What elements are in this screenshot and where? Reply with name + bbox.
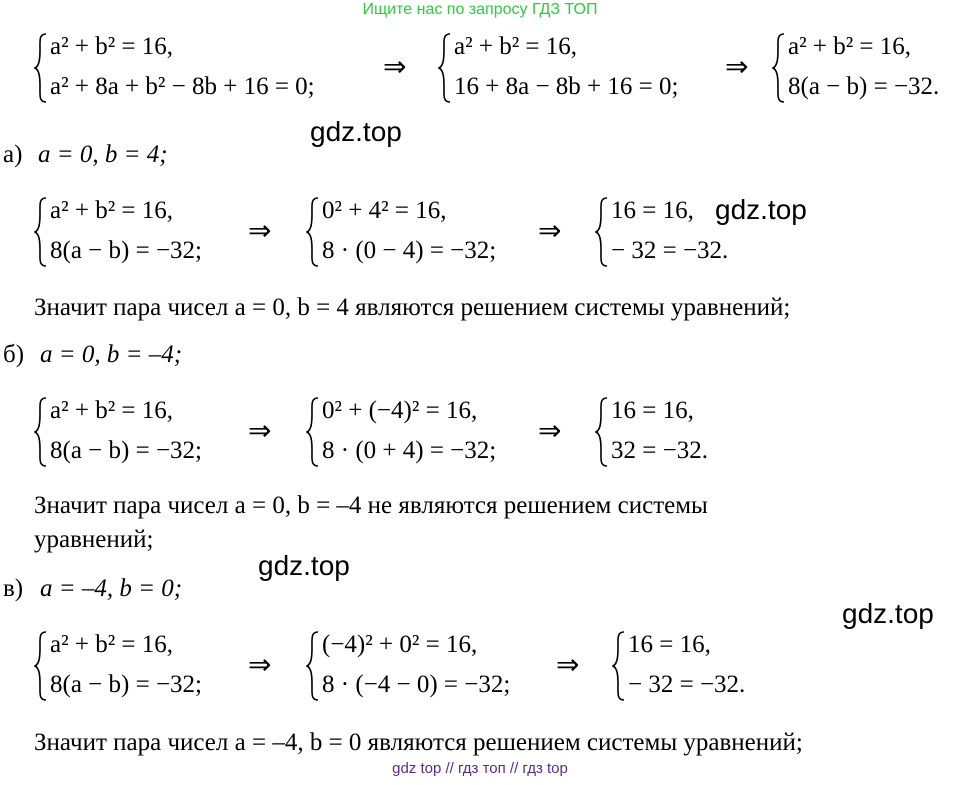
part-b-conclusion-line-2: уравнений; bbox=[34, 526, 154, 553]
implies-arrow: ⇒ bbox=[725, 50, 749, 83]
part-b-system-2 bbox=[306, 394, 526, 468]
brace-icon bbox=[595, 396, 609, 468]
equation-line: 8 · (0 − 4) = −32; bbox=[322, 237, 497, 264]
part-a-system-2 bbox=[306, 194, 526, 268]
initial-system-3 bbox=[772, 30, 957, 104]
part-a-system-1 bbox=[34, 194, 234, 268]
part-b-conclusion-line-1: Значит пара чисел a = 0, b = –4 не являются решением системы bbox=[34, 492, 708, 519]
implies-arrow: ⇒ bbox=[556, 648, 580, 681]
part-a-condition: a = 0, b = 4; bbox=[38, 141, 168, 168]
equation-line: − 32 = −32. bbox=[628, 671, 746, 698]
part-c-system-1 bbox=[34, 628, 234, 702]
watermark: gdz.top bbox=[715, 194, 807, 225]
part-a-label: а) bbox=[3, 141, 23, 168]
brace-icon bbox=[34, 196, 48, 268]
watermark: gdz.top bbox=[310, 116, 402, 147]
equation-line: 16 + 8a − 8b + 16 = 0; bbox=[454, 73, 679, 100]
equation-line: a² + b² = 16, bbox=[50, 33, 174, 60]
brace-icon bbox=[306, 396, 320, 468]
equation-line: 8 · (0 + 4) = −32; bbox=[322, 437, 497, 464]
part-c-system-3 bbox=[612, 628, 772, 702]
brace-icon bbox=[306, 196, 320, 268]
initial-system-1 bbox=[34, 30, 374, 104]
brace-icon bbox=[612, 630, 626, 702]
equation-line: a² + b² = 16, bbox=[50, 631, 174, 658]
part-b-condition: a = 0, b = –4; bbox=[40, 341, 183, 368]
watermark: gdz.top bbox=[258, 550, 350, 581]
equation-line: 16 = 16, bbox=[628, 631, 711, 658]
part-c-system-2 bbox=[306, 628, 536, 702]
equation-line: a² + 8a + b² − 8b + 16 = 0; bbox=[50, 73, 315, 100]
implies-arrow: ⇒ bbox=[248, 414, 272, 447]
equation-line: a² + b² = 16, bbox=[454, 33, 578, 60]
equation-line: 16 = 16, bbox=[611, 397, 694, 424]
brace-icon bbox=[772, 32, 786, 104]
equation-line: 8(a − b) = −32. bbox=[788, 73, 940, 100]
equation-line: 8(a − b) = −32; bbox=[50, 671, 202, 698]
equation-line: a² + b² = 16, bbox=[788, 33, 912, 60]
equation-line: − 32 = −32. bbox=[611, 237, 729, 264]
equation-line: 16 = 16, bbox=[611, 197, 694, 224]
implies-arrow: ⇒ bbox=[538, 214, 562, 247]
part-b-system-1 bbox=[34, 394, 234, 468]
brace-icon bbox=[34, 396, 48, 468]
footer-text: gdz top // гдз топ // гдз top bbox=[392, 760, 568, 777]
equation-line: (−4)² + 0² = 16, bbox=[322, 631, 478, 658]
equation-line: 8 · (−4 − 0) = −32; bbox=[322, 671, 511, 698]
implies-arrow: ⇒ bbox=[383, 50, 407, 83]
implies-arrow: ⇒ bbox=[248, 214, 272, 247]
equation-line: 0² + 4² = 16, bbox=[322, 197, 447, 224]
brace-icon bbox=[438, 32, 452, 104]
part-a-conclusion: Значит пара чисел a = 0, b = 4 являются решением системы уравнений; bbox=[34, 294, 791, 321]
initial-system-2 bbox=[438, 30, 708, 104]
part-b-system-3 bbox=[595, 394, 755, 468]
part-b-label: б) bbox=[3, 341, 25, 368]
implies-arrow: ⇒ bbox=[538, 414, 562, 447]
equation-line: 8(a − b) = −32; bbox=[50, 437, 202, 464]
equation-line: a² + b² = 16, bbox=[50, 397, 174, 424]
part-c-conclusion: Значит пара чисел a = –4, b = 0 являются решением системы уравнений; bbox=[34, 729, 803, 756]
banner-text: Ищите нас по запросу ГДЗ ТОП bbox=[362, 1, 598, 18]
brace-icon bbox=[34, 32, 48, 104]
part-c-label: в) bbox=[3, 575, 24, 602]
brace-icon bbox=[306, 630, 320, 702]
implies-arrow: ⇒ bbox=[248, 648, 272, 681]
part-c-condition: a = –4, b = 0; bbox=[40, 575, 183, 602]
equation-line: 8(a − b) = −32; bbox=[50, 237, 202, 264]
equation-line: 32 = −32. bbox=[611, 437, 708, 464]
watermark: gdz.top bbox=[842, 598, 934, 629]
brace-icon bbox=[595, 196, 609, 268]
equation-line: a² + b² = 16, bbox=[50, 197, 174, 224]
equation-line: 0² + (−4)² = 16, bbox=[322, 397, 478, 424]
brace-icon bbox=[34, 630, 48, 702]
